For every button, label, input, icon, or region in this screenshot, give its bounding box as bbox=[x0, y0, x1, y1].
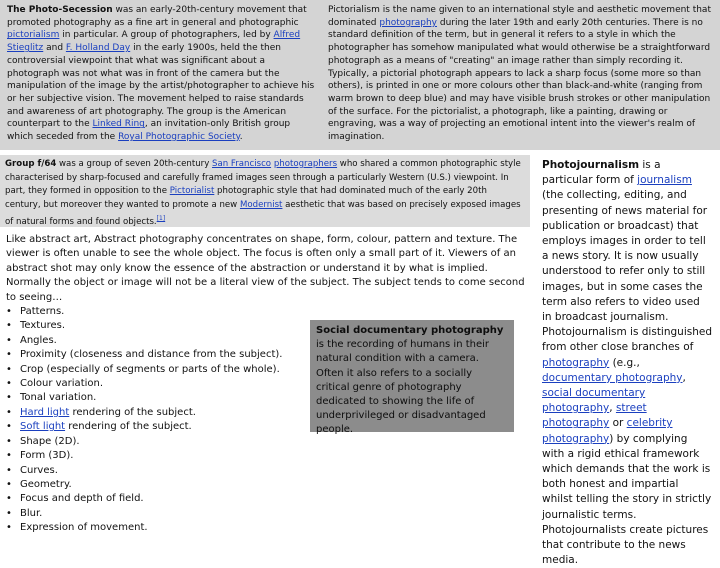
list-item: • Shape (2D). bbox=[6, 435, 312, 449]
link-san-francisco[interactable]: San Francisco bbox=[212, 159, 272, 169]
link-photography[interactable]: photography bbox=[542, 356, 610, 369]
abstract-intro: Like abstract art, Abstract photography concentrates on shape, form, colour, pattern and texture. The viewer is often unable to see the whole object. The focus is often only a small part of it. Viewers of an abstract shot may only know the essence of the abstraction or understand it by what is implied. Normally the object or image will not be a literal view of the subject. The subject tends to come second to seeing… bbox=[6, 234, 525, 303]
list-item bbox=[6, 406, 312, 420]
list-item: • Expression of movement. bbox=[6, 521, 312, 535]
photo-secession-title: The Photo-Secession bbox=[7, 5, 113, 15]
list-item bbox=[6, 420, 312, 434]
text: or bbox=[609, 417, 627, 430]
link-pictorialist[interactable]: Pictorialist bbox=[169, 186, 215, 197]
text: was an early-20th-century movement that promoted photography as a fine art in general and photographic bbox=[7, 5, 307, 28]
text: rendering of the subject. bbox=[65, 421, 192, 433]
text: , an invitation-only British group which seceded from the bbox=[7, 119, 291, 143]
link-social-documentary-photography[interactable]: social documentary photography bbox=[542, 387, 646, 415]
pictorialism-block bbox=[322, 0, 720, 150]
list-item: • Crop (especially of segments or parts of the whole). bbox=[6, 363, 312, 377]
list-item: • Focus and depth of field. bbox=[6, 492, 312, 506]
link-royal-photographic-society[interactable]: Royal Photographic Society bbox=[118, 132, 240, 143]
link-journalism[interactable]: journalism bbox=[637, 174, 692, 187]
text: Pictorialism is the name given to an international style and aesthetic movement that dominated bbox=[328, 5, 711, 28]
link-linked-ring[interactable]: Linked Ring bbox=[92, 119, 145, 130]
text: rendering of the subject. bbox=[69, 406, 196, 418]
reference-link[interactable]: [1] bbox=[156, 215, 166, 223]
text: is the recording of humans in their natural condition with a camera. Often it also refers to a socially critical genre of photography dedicated to showing the life of underprivileged or disadvantaged people. bbox=[316, 339, 490, 436]
link-celebrity-photography[interactable]: celebrity photography bbox=[542, 417, 673, 445]
photojournalism-title: Photojournalism bbox=[542, 159, 640, 171]
text: , bbox=[609, 402, 616, 415]
text: who shared a common photographic style characterised by sharp-focused and carefully framed images seen through a particularly Western (U.S.) viewpoint. In part, they formed in opposition to the bbox=[5, 159, 521, 197]
photojournalism-block bbox=[530, 150, 720, 567]
link-documentary-photography[interactable]: documentary photography bbox=[542, 371, 683, 384]
text: was a group of seven 20th-century bbox=[56, 159, 213, 169]
list-item: • Patterns. bbox=[6, 305, 312, 319]
text: and bbox=[43, 43, 66, 54]
link-modernist[interactable]: Modernist bbox=[239, 199, 283, 210]
text: . bbox=[239, 132, 243, 143]
text: (e.g., bbox=[609, 356, 640, 369]
text: in particular. A group of photographers, led by bbox=[59, 30, 274, 41]
link-photographers[interactable]: photographers bbox=[273, 159, 338, 169]
text: aesthetic that was based on precisely exposed images of natural forms and found objects. bbox=[5, 199, 521, 228]
link-hard-light[interactable]: Hard light bbox=[20, 406, 70, 418]
social-documentary-block bbox=[310, 320, 514, 436]
list-item: • Geometry. bbox=[6, 478, 312, 492]
list-item: • Form (3D). bbox=[6, 449, 312, 463]
text: photographic style that had dominated much of the early 20th century, but moreover they wanted to promote a new bbox=[5, 186, 487, 210]
list-item: • Colour variation. bbox=[6, 377, 312, 391]
photo-secession-block bbox=[0, 0, 322, 150]
text: in the early 1900s, held the then controversial viewpoint that what was significant about a photograph was not what was in front of the camera but the manipulation of the image by the artist/photographer to achieve his or her subjective vision. The movement helped to raise standards and awareness of art photography. The group is the American counterpart to the bbox=[7, 43, 315, 130]
text: ) by complying with a rigid ethical framework which demands that the work is both honest and impartial whilst telling the story in strictly journalistic terms. Photojournalists create pictures that contribute to the news media. bbox=[542, 432, 712, 567]
list-item: • Textures. bbox=[6, 319, 312, 333]
link-pictorialism[interactable]: pictorialism bbox=[7, 30, 60, 41]
abstract-list bbox=[6, 305, 312, 536]
link-street-photography[interactable]: street photography bbox=[542, 402, 647, 430]
text: (the collecting, editing, and presenting of news material for publication or broadcast) that employs images in order to tell a news story. It is now usually understood to refer only to still images, but in some cases the term also refers to video used in broadcast journalism. Photojournalism is distinguished from other close branches of bbox=[542, 189, 712, 354]
list-item: • Tonal variation. bbox=[6, 391, 312, 405]
group-f64-block bbox=[0, 155, 530, 227]
list-item: • Proximity (closeness and distance from the subject). bbox=[6, 348, 312, 362]
link-f-holland-day[interactable]: F. Holland Day bbox=[65, 43, 131, 54]
text: is a particular form of bbox=[542, 159, 661, 187]
social-documentary-title: Social documentary photography bbox=[316, 325, 504, 336]
list-item: • Blur. bbox=[6, 507, 312, 521]
text: during the later 19th and early 20th centuries. There is no standard definition of the term, but in general it refers to a style in which the photographer has somehow manipulated what would otherwise be a straightforward photograph as a means of "creating" an image rather than simply recording it. Typically, a pictorial photograph appears to lack a sharp focus (some more so than others), is printed in one or more colours other than black-and-white (ranging from warm brown to deep blue) and may have visible brush strokes or other manipulation of the surface. For the pictorialist, a photograph, like a painting, drawing or engraving, was a way of projecting an emotional intent into the viewer's realm of imagination. bbox=[328, 17, 711, 143]
link-alfred-stieglitz[interactable]: Alfred Stieglitz bbox=[7, 30, 301, 54]
list-item: • Curves. bbox=[6, 464, 312, 478]
link-soft-light[interactable]: Soft light bbox=[20, 421, 66, 433]
text: , bbox=[682, 371, 686, 384]
list-item: • Angles. bbox=[6, 334, 312, 348]
link-photography[interactable]: photography bbox=[379, 17, 437, 28]
group-f64-title: Group f/64 bbox=[5, 159, 57, 169]
